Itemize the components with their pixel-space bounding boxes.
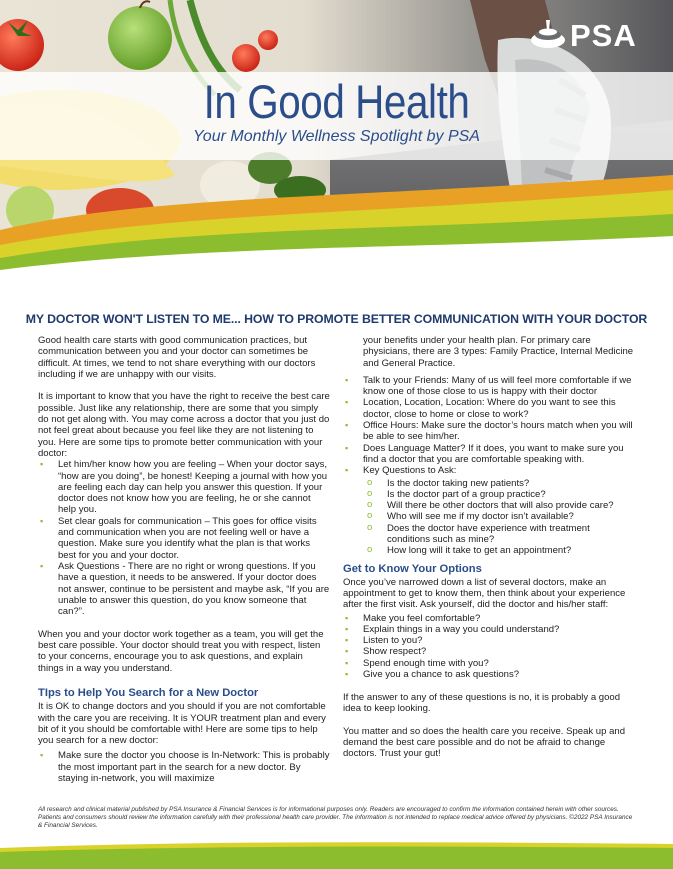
list-item: ▪ Listen to you? xyxy=(363,635,635,646)
list-item: o How long will it take to get an appointment? xyxy=(387,545,635,556)
list-item: ▪ Office Hours: Make sure the doctor’s hours match when you will be able to see him/her. xyxy=(363,420,635,443)
right-column xyxy=(343,335,635,771)
checklist xyxy=(343,613,635,681)
left-column xyxy=(38,335,330,784)
page-title: In Good Health xyxy=(203,75,470,128)
logo-text: PSA xyxy=(570,18,637,53)
search-intro-paragraph: It is OK to change doctors and you should if you are not comfortable with the care you are receiving. It is YOUR treatment plan and every bit of it you should be comfortable with! Here are some tips to help you search for a new doctor: xyxy=(38,701,326,747)
section-heading-options: Get to Know Your Options xyxy=(343,562,482,575)
list-item xyxy=(363,465,635,556)
search-tips-list-left xyxy=(38,750,330,784)
closing-paragraph: You matter and so does the health care you receive. Speak up and demand the best care possible and do not be afraid to change doctors. Trust your gut! xyxy=(343,725,626,760)
teamwork-paragraph: When you and your doctor work together as a team, you will get the best care possible. Your doctor should treat you with respect, listen to your concerns, encourage you to ask questions, and explain things in a way you understand. xyxy=(38,628,324,674)
keep-looking-paragraph: If the answer to any of these questions is no, it is probably a good idea to keep looking. xyxy=(343,691,621,714)
article-headline: MY DOCTOR WON'T LISTEN TO ME... HOW TO PROMOTE BETTER COMMUNICATION WITH YOUR DOCTOR xyxy=(25,312,648,326)
list-item: ▪ Set clear goals for communication – This goes for office visits and communication when you are not feeling well or have a question. Make sure you identify what the plan is that works best for you and your doctor. xyxy=(58,516,330,561)
list-item: ▪ Give you a chance to ask questions? xyxy=(363,669,635,680)
communication-tips-list xyxy=(38,459,330,617)
list-item: ▪ Explain things in a way you could understand? xyxy=(363,624,635,635)
intro-paragraph: Good health care starts with good communication practices, but communication between you and your doctor can sometimes be difficult. At times, we tend to not share everything with our doctors including if we are unhappy with our visits. xyxy=(38,335,316,380)
key-questions-list xyxy=(343,478,635,557)
rights-paragraph: It is important to know that you have the right to receive the best care possible. Just like any relationship, there are some that you simply do not get along with. You may come across a doctor that you just do not feel great about because you feel like they are not listening to you. Here are some tips to promote better communication with your doctor: xyxy=(38,391,330,459)
logo-mark-icon xyxy=(528,18,568,52)
page-subtitle: Your Monthly Wellness Spotlight by PSA xyxy=(193,128,480,145)
list-item: o Does the doctor have experience with treatment conditions such as mine? xyxy=(387,523,635,546)
list-item: o Is the doctor taking new patients? xyxy=(387,478,635,489)
list-item: ▪ Let him/her know how you are feeling – When your doctor says, “how are you doing”, be honest! Keeping a journal with how you are feeling each day can help you answer this question. If your doctor does not know how you are feeling, he or she cannot help you. xyxy=(58,459,330,515)
disclaimer-text: All research and clinical material published by PSA Insurance & Financial Services is for informational purposes only. Readers are encouraged to confirm the information contained herein with other sources. Patients and consumers should review the information carefully with their professional health care provider. The information is not intended to replace medical advice offered by physicians. ©2022 PSA Insurance & Financial Services. xyxy=(38,806,633,829)
list-item: o Is the doctor part of a group practice? xyxy=(387,489,635,500)
list-item: ▪ Make sure the doctor you choose is In-Network: This is probably the most important part in the search for a new doctor. By staying in-network, you will maximize xyxy=(58,750,330,784)
list-item: ▪ Spend enough time with you? xyxy=(363,658,635,669)
list-item: ▪ Talk to your Friends: Many of us will feel more comfortable if we know one of those close to us is happy with their doctor xyxy=(363,375,635,398)
list-item: ▪ Make you feel comfortable? xyxy=(363,613,635,624)
list-item: o Who will see me if my doctor isn’t available? xyxy=(387,511,635,522)
list-item: ▪ Show respect? xyxy=(363,646,635,657)
list-item-continuation: your benefits under your health plan. For primary care physicians, there are 3 types: Family Practice, Internal Medicine and General Practice. xyxy=(363,335,634,369)
header-banner xyxy=(0,0,673,300)
footer-stripe xyxy=(0,840,673,869)
search-tips-list xyxy=(343,375,635,557)
list-item: ▪ Location, Location, Location: Where do you want to see this doctor, close to home or close to work? xyxy=(363,397,635,420)
list-item: o Will there be other doctors that will also provide care? xyxy=(387,500,635,511)
section-heading-search: TIps to Help You Search for a New Doctor xyxy=(38,687,259,700)
list-item: ▪ Ask Questions - There are no right or wrong questions. If you have a question, it needs to be answered. If your doctor does not answer, continue to be persistent and maybe ask, “If you are unable to answer this question, do you know someone that can?”. xyxy=(58,561,330,617)
options-intro-paragraph: Once you’ve narrowed down a list of several doctors, make an appointment to get to know them, then think about your experience after the first visit. Ask yourself, did the doctor and his/her staff: xyxy=(343,576,626,611)
key-questions-label: Key Questions to Ask: xyxy=(363,465,457,477)
psa-logo xyxy=(528,18,652,54)
list-item: ▪ Does Language Matter? If it does, you want to make sure you find a doctor that you are comfortable speaking with. xyxy=(363,443,635,466)
